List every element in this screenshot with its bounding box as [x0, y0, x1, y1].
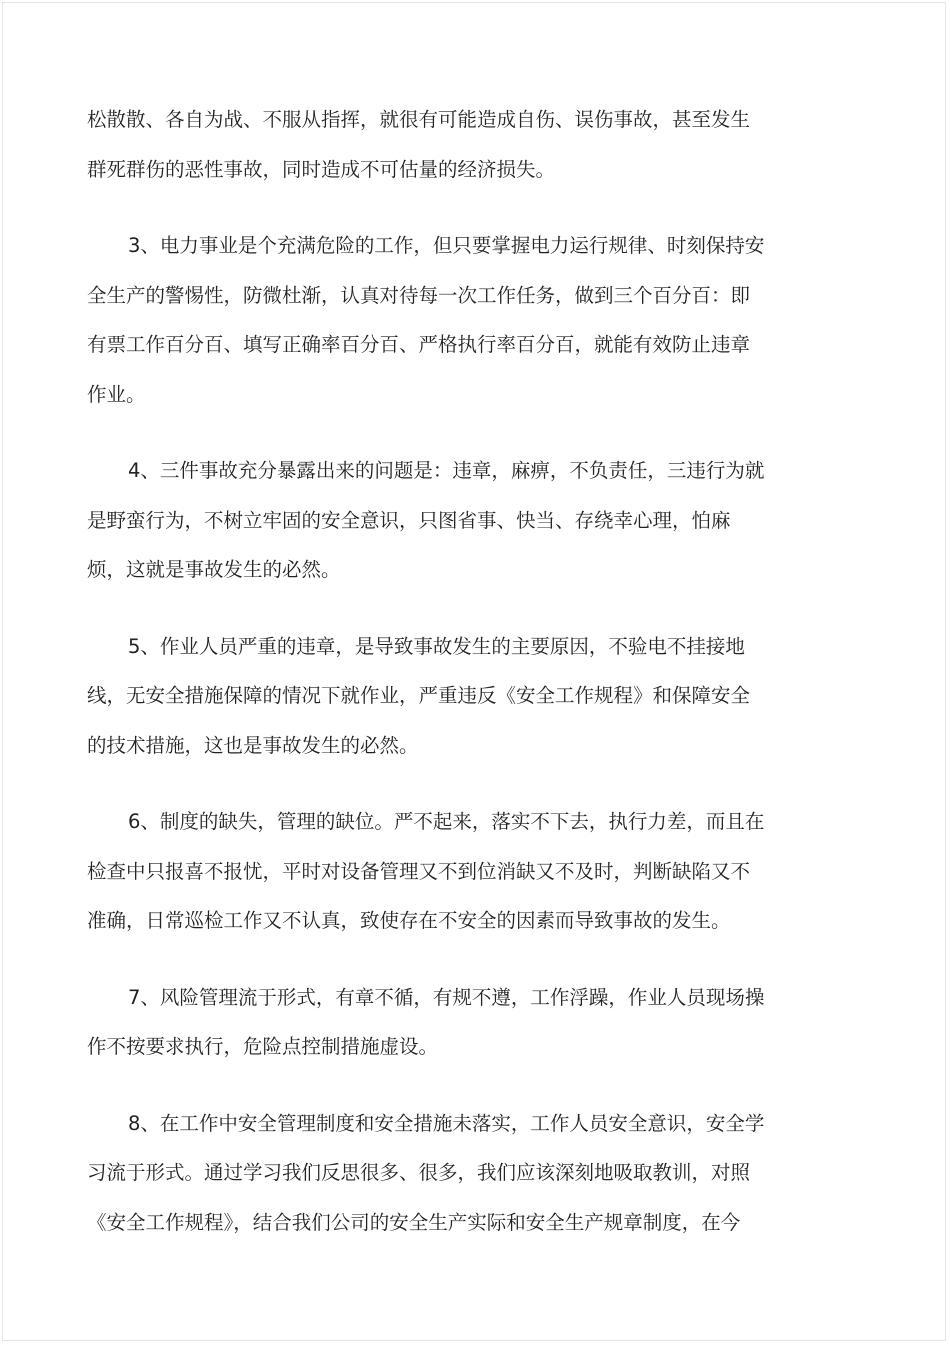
- paragraph-gap: [87, 194, 817, 221]
- paragraph-item-5: [87, 622, 817, 771]
- text-line: 松散散、各自为战、不服从指挥，就很有可能造成自伤、误伤事故，甚至发生: [87, 108, 751, 131]
- text-line: 4、三件事故充分暴露出来的问题是：违章，麻痹，不负责任，三违行为就: [128, 459, 765, 482]
- paragraph-item-8: [87, 1099, 817, 1248]
- text-line: 准确，日常巡检工作又不认真，致使存在不安全的因素而导致事故的发生。: [87, 909, 731, 932]
- text-line: 全生产的警惕性，防微杜渐，认真对待每一次工作任务，做到三个百分百：即: [87, 283, 751, 307]
- paragraph-item-4: [87, 446, 817, 595]
- text-line: 6、制度的缺失，管理的缺位。严不起来，落实不下去，执行力差，而且在: [128, 810, 765, 833]
- paragraph-gap: [87, 946, 817, 973]
- document-body: [87, 95, 817, 1247]
- text-line: 8、在工作中安全管理制度和安全措施未落实，工作人员安全意识，安全学: [128, 1111, 765, 1135]
- text-line: 检查中只报喜不报忧，平时对设备管理又不到位消缺又不及时，判断缺陷又不: [87, 859, 751, 883]
- paragraph-gap: [87, 419, 817, 446]
- text-line: 7、风险管理流于形式，有章不循，有规不遵，工作浮躁，作业人员现场操: [128, 985, 765, 1009]
- text-line: 5、作业人员严重的违章，是导致事故发生的主要原因，不验电不挂接地: [128, 634, 745, 658]
- paragraph-item-7: [87, 973, 817, 1072]
- paragraph-gap: [87, 1072, 817, 1099]
- text-line: 3、电力事业是个充满危险的工作，但只要掌握电力运行规律、时刻保持安: [128, 234, 765, 257]
- text-line: 群死群伤的恶性事故，同时造成不可估量的经济损失。: [87, 157, 556, 181]
- paragraph-continuation: [87, 95, 817, 194]
- text-line: 烦，这就是事故发生的必然。: [87, 558, 341, 581]
- text-line: 作不按要求执行，危险点控制措施虚设。: [87, 1035, 439, 1058]
- paragraph-item-6: [87, 797, 817, 946]
- text-line: 《安全工作规程》，结合我们公司的安全生产实际和安全生产规章制度，在今: [87, 1210, 741, 1234]
- paragraph-item-3: [87, 221, 817, 419]
- document-page: [2, 2, 946, 1341]
- text-line: 习流于形式。通过学习我们反思很多、很多，我们应该深刻地吸取教训，对照: [87, 1161, 751, 1184]
- paragraph-gap: [87, 595, 817, 622]
- text-line: 作业。: [87, 382, 146, 406]
- text-line: 有票工作百分百、填写正确率百分百、严格执行率百分百，就能有效防止违章: [87, 333, 751, 356]
- paragraph-gap: [87, 770, 817, 797]
- text-line: 的技术措施，这也是事故发生的必然。: [87, 733, 419, 757]
- text-line: 是野蛮行为，不树立牢固的安全意识，只图省事、快当、存绕幸心理，怕麻: [87, 508, 731, 532]
- text-line: 线，无安全措施保障的情况下就作业，严重违反《安全工作规程》和保障安全: [87, 684, 751, 707]
